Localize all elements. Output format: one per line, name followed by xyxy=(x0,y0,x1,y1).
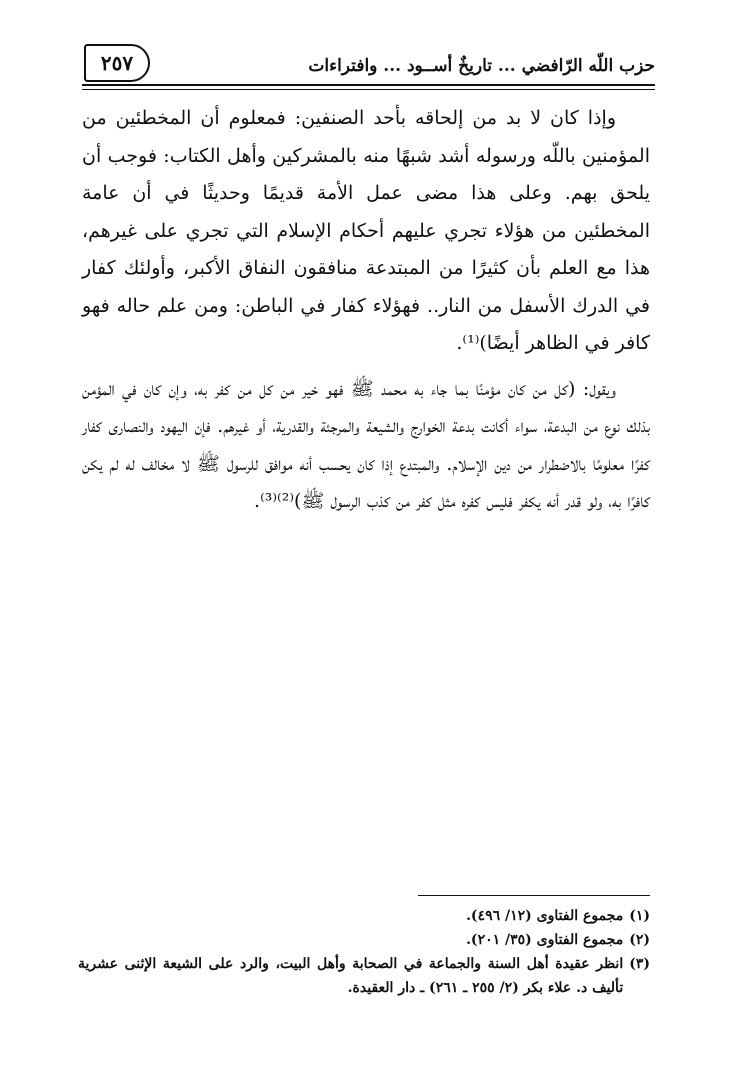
footnote-separator xyxy=(418,895,650,896)
footnote-marker: (٣) xyxy=(629,956,650,972)
footnote xyxy=(78,904,650,928)
page-number: ٢٥٧ xyxy=(84,44,150,82)
header-rule xyxy=(82,84,655,86)
header-rule-thin xyxy=(82,89,655,90)
footnote-marker: (١) xyxy=(629,908,650,924)
page-header xyxy=(82,44,655,92)
footnote-marker: (٢) xyxy=(629,932,650,948)
footnote-text: انظر عقيدة أهل السنة والجماعة في الصحابة وأهل البيت، والرد على الشيعة الإثنى عشرية تأليف د. علاء بكر (٢/ ٢٥٥ ـ ٢٦١) ـ دار العقيدة. xyxy=(78,956,624,996)
footnote xyxy=(78,928,650,952)
paragraph: ويقول: (كل من كان مؤمنًا بما جاء به محمد ﷺ فهو خير من كل من كفر به، وإن كان في المؤمن بذلك نوع من البدعة، سواء أكانت بدعة الخوارج والشيعة والمرجئة والقدرية، أو غيرهم. فإن اليهود والنصارى كفار كفرًا معلومًا بالاضطرار من دين الإسلام. والمبتدع إذا كان يحسب أنه موافق للرسول ﷺ لا مخالف له لم يكن كافرًا به، ولو قدر أنه يكفر فليس كفره مثل كفر من كذب الرسول ﷺ)⁽²⁾⁽³⁾. xyxy=(82,377,650,512)
paragraph: وإذا كان لا بد من إلحاقه بأحد الصنفين: فمعلوم أن المخطئين من المؤمنين باللّه ورسوله أشد شبهًا منه بالمشركين وأهل الكتاب: فوجب أن يلحق بهم. وعلى هذا مضى عمل الأمة قديمًا وحديثًا في أن عامة المخطئين من هؤلاء تجري عليهم أحكام الإسلام التي تجري على غيرهم، هذا مع العلم بأن كثيرًا من المبتدعة منافقون النفاق الأكبر، وأولئك كفار في الدرك الأسفل من النار.. فهؤلاء كفار في الباطن: ومن علم حاله فهو كافر في الظاهر أيضًا)⁽¹⁾. xyxy=(82,107,650,354)
running-title: حزب اللّه الرّافضي ... تاريخٌ أســود ... وافتراءات xyxy=(308,56,655,76)
main-text xyxy=(82,100,650,521)
footnote-text: مجموع الفتاوى (١٢/ ٤٩٦). xyxy=(466,908,624,924)
footnote-text: مجموع الفتاوى (٣٥/ ٢٠١). xyxy=(466,932,624,948)
footnote xyxy=(78,952,650,1000)
footnotes xyxy=(78,904,650,1000)
